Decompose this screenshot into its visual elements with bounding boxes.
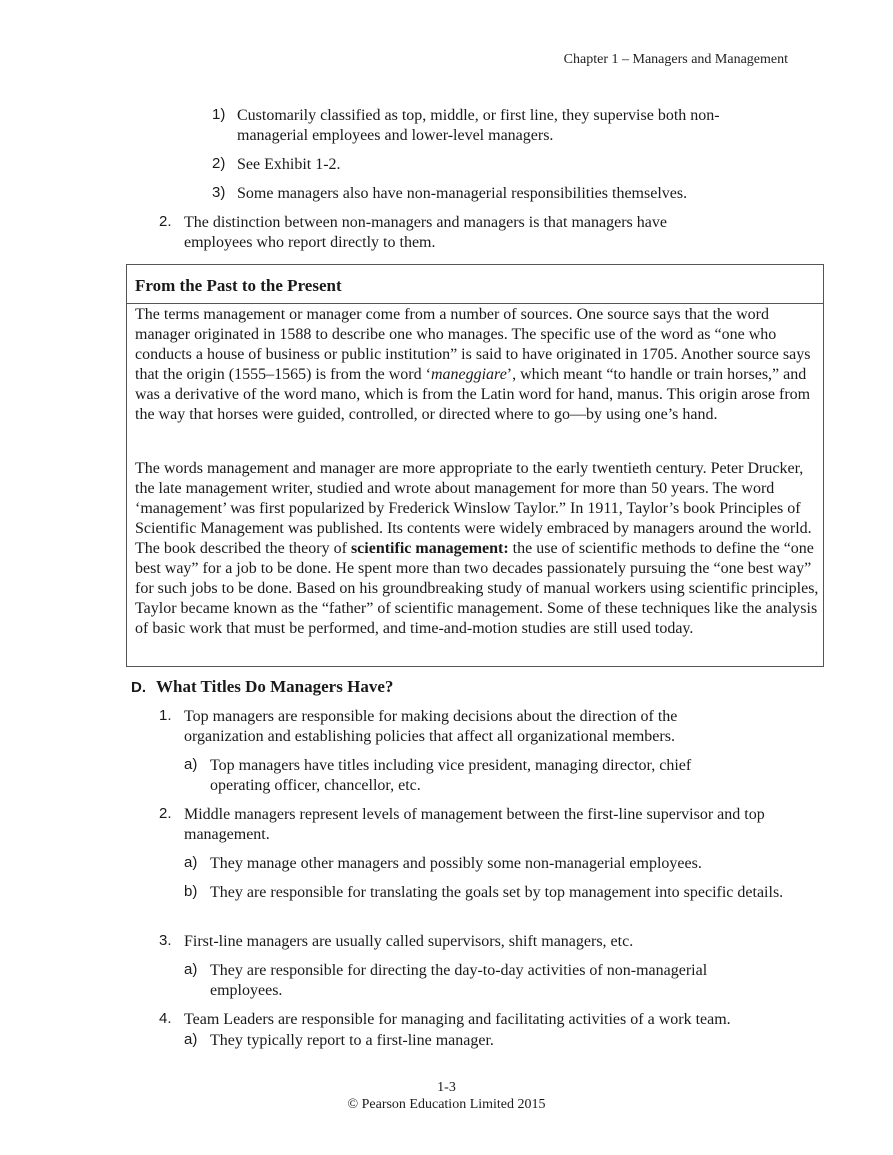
list-item-text: First-line managers are usually called supervisors, shift managers, etc. bbox=[184, 933, 634, 950]
feature-paragraph bbox=[135, 459, 819, 639]
paragraph-text: The words management and manager are more appropriate to the early twentieth century. Peter Drucker, the late management writer, studied and wrote about management for more than 50 years. The word ‘management’ was first popularized by Frederick Winslow Taylor.” In 1911, Taylor’s book Principles of Scientific Management was published. Its contents were widely embraced by managers around the world. The book described the theory of bbox=[135, 460, 812, 557]
list-item-text: They manage other managers and possibly some non-managerial employees. bbox=[210, 855, 702, 872]
feature-box-title: From the Past to the Present bbox=[135, 276, 342, 295]
feature-paragraph bbox=[135, 305, 819, 425]
list-marker: 2. bbox=[159, 213, 172, 230]
italic-term: maneggiare bbox=[430, 366, 507, 383]
list-item-text: They typically report to a first-line manager. bbox=[210, 1032, 494, 1049]
bold-term: scientific management: bbox=[350, 540, 509, 557]
list-marker: 2) bbox=[212, 155, 226, 172]
section-marker: D. bbox=[131, 679, 146, 696]
list-marker: a) bbox=[184, 854, 198, 871]
list-marker: 1. bbox=[159, 707, 172, 724]
list-item-text: Customarily classified as top, middle, or first line, they supervise both non-managerial employees and lower-level managers. bbox=[237, 107, 720, 144]
running-header: Chapter 1 – Managers and Management bbox=[563, 52, 788, 67]
list-marker: b) bbox=[184, 883, 198, 900]
paragraph-text: ’, which meant “to handle or train horses,” and was a derivative of the word mano, which is from the Latin word for hand, manus. This origin arose from the way that horses were guided, controlled, or directed where to go—by using one’s hand. bbox=[135, 366, 811, 423]
list-item-text: Some managers also have non-managerial responsibilities themselves. bbox=[237, 185, 688, 202]
list-marker: 3. bbox=[159, 932, 172, 949]
list-item-text: Middle managers represent levels of management between the first-line supervisor and top management. bbox=[184, 806, 765, 843]
section-title: What Titles Do Managers Have? bbox=[156, 677, 394, 696]
paragraph-text: the use of scientific methods to define the “one best way” for a job to be done. He spent more than two decades passionately pursuing the “one best way” for such jobs to be done. Based on his groundbreaking study of manual workers using scientific principles, Taylor became known as the “father” of scientific management. Some of these techniques like the analysis of basic work that must be performed, and time-and-motion studies are still used today. bbox=[135, 540, 819, 637]
section-heading bbox=[131, 677, 393, 697]
divider bbox=[127, 303, 823, 304]
feature-box bbox=[126, 264, 824, 667]
list-marker: a) bbox=[184, 1031, 198, 1048]
copyright: © Pearson Education Limited 2015 bbox=[347, 1097, 546, 1112]
list-marker: 4. bbox=[159, 1010, 172, 1027]
list-item-text: See Exhibit 1-2. bbox=[237, 156, 341, 173]
list-marker: 3) bbox=[212, 184, 226, 201]
list-item-text: Top managers have titles including vice president, managing director, chief operating officer, chancellor, etc. bbox=[210, 757, 692, 794]
page-number: 1-3 bbox=[437, 1080, 456, 1095]
list-item-text: Team Leaders are responsible for managing and facilitating activities of a work team. bbox=[184, 1011, 731, 1028]
list-marker: 1) bbox=[212, 106, 226, 123]
list-item-text: They are responsible for directing the day-to-day activities of non-managerial employees. bbox=[210, 962, 708, 999]
list-item-text: They are responsible for translating the goals set by top management into specific details. bbox=[210, 884, 784, 901]
list-item-text: The distinction between non-managers and managers is that managers have employees who report directly to them. bbox=[184, 214, 667, 251]
list-item-text: Top managers are responsible for making decisions about the direction of the organization and establishing policies that affect all organizational members. bbox=[184, 708, 678, 745]
list-marker: a) bbox=[184, 756, 198, 773]
paragraph-text: The terms management or manager come from a number of sources. One source says that the word manager originated in 1588 to describe one who manages. The specific use of the word as “one who conducts a house of business or public institution” is said to have originated in 1705. Another source says that the origin (1555–1565) is from the word ‘ bbox=[135, 306, 811, 383]
list-marker: 2. bbox=[159, 805, 172, 822]
list-marker: a) bbox=[184, 961, 198, 978]
